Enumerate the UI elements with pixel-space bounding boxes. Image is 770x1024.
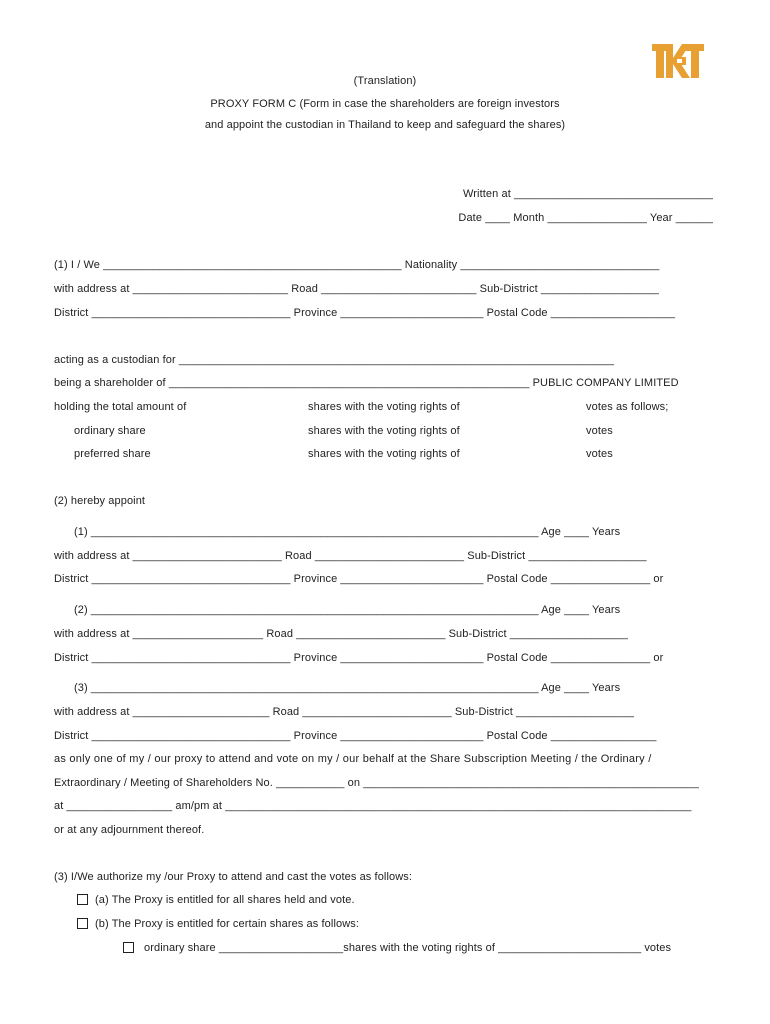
custodian-field[interactable]: acting as a custodian for ______________________________________________________________________ <box>54 354 615 366</box>
total-amount-label: holding the total amount of <box>54 401 187 413</box>
option-a-label: (a) The Proxy is entitled for all shares held and vote. <box>95 894 355 906</box>
ordinary-share-label: ordinary share <box>74 425 146 437</box>
company-field[interactable]: being a shareholder of __________________________________________________________ PUBLIC COMPANY LIMITED <box>54 377 679 389</box>
shareholder-name-field[interactable]: (1) I / We ________________________________________________ Nationality ________________________________ <box>54 259 660 271</box>
option-b-checkbox[interactable] <box>77 918 88 929</box>
proxy-3-name-field[interactable]: (3) ________________________________________________________________________ Age ____ Years <box>74 682 621 694</box>
proxy-2-address-field[interactable]: with address at _____________________ Road ________________________ Sub-District ___________________ <box>54 628 628 640</box>
authorize-heading: (3) I/We authorize my /our Proxy to attend and cast the votes as follows: <box>54 871 413 883</box>
appoint-heading: (2) hereby appoint <box>54 495 146 507</box>
proxy-1-address-field[interactable]: with address at ________________________ Road ________________________ Sub-District ___________________ <box>54 550 647 562</box>
meeting-line-1: as only one of my / our proxy to attend and vote on my / our behalf at the Share Subscription Meeting / the Ordinary / <box>54 753 652 765</box>
proxy-3-address-field[interactable]: with address at ______________________ Road ________________________ Sub-District ___________________ <box>54 706 635 718</box>
preferred-votes-label: votes <box>586 448 613 460</box>
proxy-3-district-field[interactable]: District ________________________________ Province _______________________ Postal Code _________________ <box>54 730 657 742</box>
written-at-field[interactable]: Written at ________________________________ <box>463 188 713 200</box>
meeting-time-field[interactable]: at _________________ am/pm at ___________________________________________________________________________ <box>54 800 692 812</box>
total-voting-label: shares with the voting rights of <box>308 401 460 413</box>
meeting-number-field[interactable]: Extraordinary / Meeting of Shareholders No. ___________ on ______________________________________________________ <box>54 777 699 789</box>
option-b-label: (b) The Proxy is entitled for certain shares as follows: <box>95 918 360 930</box>
ordinary-share-checkbox[interactable] <box>123 942 134 953</box>
adjournment-text: or at any adjournment thereof. <box>54 824 205 836</box>
preferred-voting-label: shares with the voting rights of <box>308 448 460 460</box>
option-a-checkbox[interactable] <box>77 894 88 905</box>
shareholder-address-field[interactable]: with address at _________________________ Road _________________________ Sub-District ___________________ <box>54 283 660 295</box>
total-votes-label: votes as follows; <box>586 401 669 413</box>
ordinary-share-option-field[interactable]: ordinary share ____________________shares with the voting rights of _______________________ votes <box>144 942 672 954</box>
date-field[interactable]: Date ____ Month ________________ Year ______ <box>458 212 713 224</box>
proxy-2-name-field[interactable]: (2) ________________________________________________________________________ Age ____ Years <box>74 604 621 616</box>
preferred-share-label: preferred share <box>74 448 151 460</box>
company-logo <box>652 44 704 78</box>
proxy-1-district-field[interactable]: District ________________________________ Province _______________________ Postal Code ________________ or <box>54 573 664 585</box>
form-subtitle: and appoint the custodian in Thailand to keep and safeguard the shares) <box>204 119 566 131</box>
shareholder-district-field[interactable]: District ________________________________ Province _______________________ Postal Code ____________________ <box>54 307 676 319</box>
ordinary-votes-label: votes <box>586 425 613 437</box>
translation-label: (Translation) <box>353 75 417 87</box>
proxy-2-district-field[interactable]: District ________________________________ Province _______________________ Postal Code ________________ or <box>54 652 664 664</box>
form-title: PROXY FORM C (Form in case the shareholders are foreign investors <box>210 98 560 110</box>
ordinary-voting-label: shares with the voting rights of <box>308 425 460 437</box>
proxy-1-name-field[interactable]: (1) ________________________________________________________________________ Age ____ Years <box>74 526 621 538</box>
